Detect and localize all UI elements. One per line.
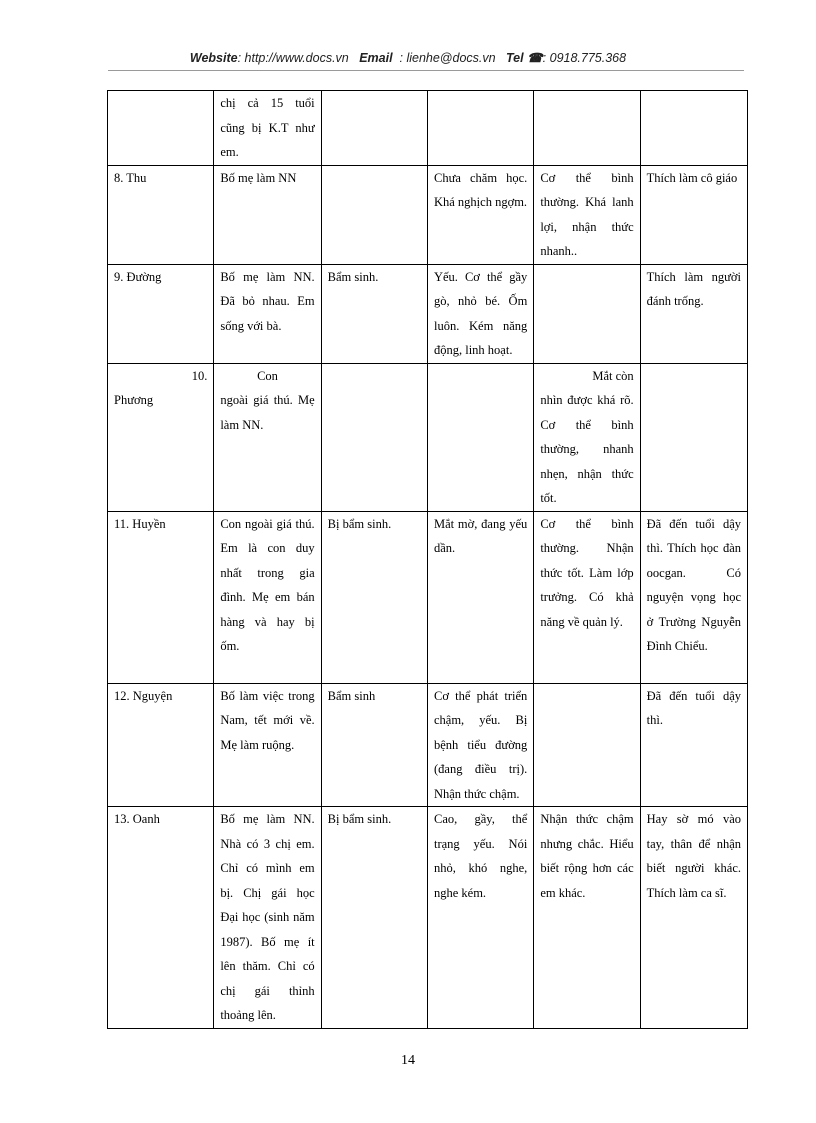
cell-name: [108, 363, 214, 511]
cell-ability-lead: Mắt còn: [592, 368, 634, 383]
cell-family: [214, 363, 321, 511]
website-label: Website: [189, 51, 238, 65]
cell-ability: Cơ thể bình thường. Nhận thức tốt. Làm lớp trưởng. Có khả năng về quản lý.: [534, 511, 640, 683]
website-value: : http://www.docs.vn: [237, 51, 349, 65]
cell-cause: Bị bẩm sinh.: [321, 807, 427, 1029]
cell-name: 11. Huyền: [108, 511, 214, 683]
tel-value: : 0918.775.368: [542, 51, 627, 65]
cell-name: 8. Thu: [108, 165, 214, 264]
table-row: [108, 807, 748, 1029]
email-value: : lienhe@docs.vn: [399, 51, 496, 65]
cell-cause: [321, 363, 427, 511]
cell-notes: Thích làm cô giáo: [640, 165, 747, 264]
cell-health: [427, 363, 533, 511]
cell-health: Chưa chăm học. Khá nghịch ngợm.: [427, 165, 533, 264]
cell-ability: [534, 264, 640, 363]
cell-cause: [321, 165, 427, 264]
email-label: Email: [359, 51, 393, 65]
cell-health: Cơ thể phát triển chậm, yếu. Bị bệnh tiểu đường (đang điều trị). Nhận thức chậm.: [427, 683, 533, 807]
phone-icon: ☎: [527, 51, 543, 65]
cell-ability: Cơ thể bình thường. Khá lanh lợi, nhận thức nhanh..: [534, 165, 640, 264]
cell-ability: [534, 91, 640, 166]
cell-health: [427, 91, 533, 166]
table-row: [108, 91, 748, 166]
cell-ability: [534, 363, 640, 511]
cell-family: Bố mẹ làm NN. Nhà có 3 chị em. Chỉ có mình em bị. Chị gái học Đại học (sinh năm 1987). Bố mẹ ít lên thăm. Chỉ có chị gái thỉnh thoảng lên.: [214, 807, 321, 1029]
cell-name: 12. Nguyện: [108, 683, 214, 807]
page-number: 14: [401, 1053, 415, 1068]
cell-notes: Đã đến tuổi dậy thì. Thích học đàn oocgan. Có nguyện vọng học ở Trường Nguyễn Đình Chiểu.: [640, 511, 747, 683]
cell-family-rest: ngoài giá thú. Mẹ làm NN.: [220, 393, 315, 432]
cell-name: 9. Đường: [108, 264, 214, 363]
cell-notes: Hay sờ mó vào tay, thân để nhận biết người khác. Thích làm ca sĩ.: [640, 807, 747, 1029]
cell-notes: [640, 91, 747, 166]
header-divider: [108, 70, 744, 71]
cell-cause: [321, 91, 427, 166]
cell-name: 13. Oanh: [108, 807, 214, 1029]
cell-name-text: Phương: [114, 393, 154, 407]
cell-health: Mắt mờ, đang yếu dần.: [427, 511, 533, 683]
cell-name-number: 10.: [191, 368, 208, 383]
cell-ability-rest: nhìn được khá rõ. Cơ thể bình thường, nhanh nhẹn, nhận thức tốt.: [540, 393, 634, 505]
student-table: [107, 90, 748, 1029]
cell-family: Bố làm việc trong Nam, tết mới về. Mẹ làm ruộng.: [214, 683, 321, 807]
table-row: [108, 511, 748, 683]
cell-notes: Đã đến tuổi dậy thì.: [640, 683, 747, 807]
page-header: [0, 50, 816, 65]
cell-notes: [640, 363, 747, 511]
table-row: [108, 363, 748, 511]
cell-ability: Nhận thức chậm nhưng chắc. Hiểu biết rộng hơn các em khác.: [534, 807, 640, 1029]
tel-label: Tel: [506, 51, 524, 65]
cell-name: [108, 91, 214, 166]
table-row: [108, 264, 748, 363]
cell-family: chị cả 15 tuổi cũng bị K.T như em.: [214, 91, 321, 166]
table-row: [108, 165, 748, 264]
cell-health: Yếu. Cơ thể gầy gò, nhỏ bé. Ốm luôn. Kém năng động, linh hoạt.: [427, 264, 533, 363]
cell-family-lead: Con: [257, 368, 278, 383]
cell-family: Con ngoài giá thú. Em là con duy nhất trong gia đình. Mẹ em bán hàng và hay bị ốm.: [214, 511, 321, 683]
cell-cause: Bẩm sinh.: [321, 264, 427, 363]
cell-health: Cao, gầy, thể trạng yếu. Nói nhỏ, khó nghe, nghe kém.: [427, 807, 533, 1029]
cell-notes: Thích làm người đánh trống.: [640, 264, 747, 363]
cell-cause: Bị bẩm sinh.: [321, 511, 427, 683]
cell-family: Bố mẹ làm NN: [214, 165, 321, 264]
cell-ability: [534, 683, 640, 807]
cell-family: Bố mẹ làm NN. Đã bỏ nhau. Em sống với bà.: [214, 264, 321, 363]
table-row: [108, 683, 748, 807]
cell-cause: Bẩm sinh: [321, 683, 427, 807]
